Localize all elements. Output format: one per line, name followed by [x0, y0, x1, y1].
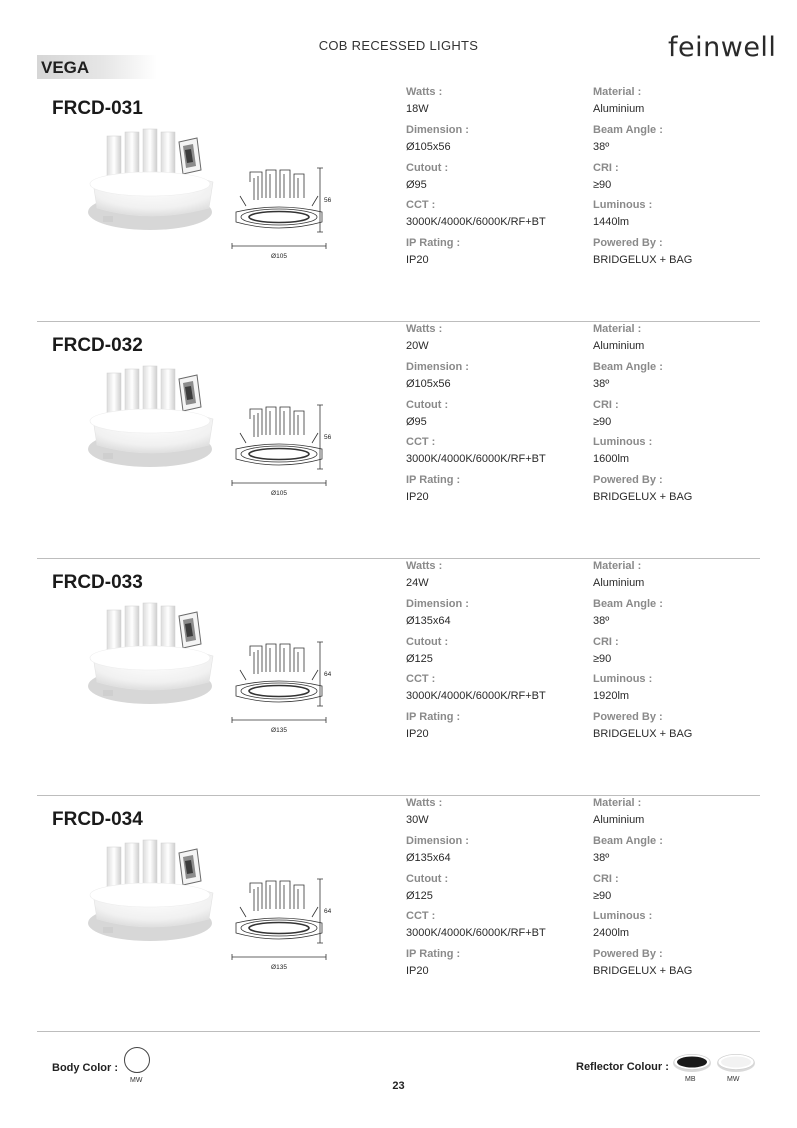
- spec-value: 1440lm: [593, 216, 630, 228]
- spec-label: IP Rating :: [406, 948, 461, 960]
- spec-value: Aluminium: [593, 340, 645, 352]
- spec-cri: [593, 399, 619, 428]
- spec-label: Powered By :: [593, 474, 663, 486]
- spec-label: Material :: [593, 323, 642, 335]
- spec-value: Ø105x56: [406, 141, 451, 153]
- spec-beam-angle: [593, 361, 663, 390]
- spec-label: Dimension :: [406, 598, 469, 610]
- spec-label: CRI :: [593, 162, 619, 174]
- reflector-swatch-mw: [716, 1052, 756, 1074]
- spec-cutout: [406, 873, 448, 902]
- spec-cri: [593, 873, 619, 902]
- spec-cutout: [406, 162, 448, 191]
- series-banner: [37, 55, 157, 79]
- product-section: [0, 321, 797, 558]
- spec-label: IP Rating :: [406, 711, 461, 723]
- spec-value: Aluminium: [593, 814, 645, 826]
- drawing-width-label: Ø135: [271, 964, 287, 971]
- spec-label: Beam Angle :: [593, 361, 663, 373]
- spec-label: Cutout :: [406, 873, 449, 885]
- spec-label: Watts :: [406, 560, 443, 572]
- spec-value: Ø125: [406, 653, 433, 665]
- spec-value: Ø95: [406, 416, 427, 428]
- spec-beam-angle: [593, 835, 663, 864]
- spec-label: Luminous :: [593, 436, 653, 448]
- spec-label: Beam Angle :: [593, 124, 663, 136]
- spec-value: BRIDGELUX + BAG: [593, 491, 693, 503]
- spec-value: Aluminium: [593, 103, 645, 115]
- spec-luminous: [593, 910, 652, 939]
- spec-watts: [406, 323, 442, 352]
- product-section: [0, 795, 797, 1032]
- spec-value: Ø105x56: [406, 378, 451, 390]
- spec-label: CRI :: [593, 873, 619, 885]
- reflector-colour-label: Reflector Colour :: [576, 1061, 669, 1073]
- spec-value: 3000K/4000K/6000K/RF+BT: [406, 927, 546, 939]
- spec-value: BRIDGELUX + BAG: [593, 728, 693, 740]
- spec-value: Ø135x64: [406, 615, 451, 627]
- spec-value: 1600lm: [593, 453, 630, 465]
- spec-value: IP20: [406, 254, 429, 266]
- technical-drawing: [222, 401, 337, 506]
- spec-value: 38º: [593, 141, 610, 153]
- spec-label: IP Rating :: [406, 474, 461, 486]
- drawing-height-label: 56: [324, 197, 332, 204]
- brand-logo: feinwell: [668, 32, 777, 63]
- spec-powered-by: [593, 948, 692, 977]
- section-divider: [37, 321, 760, 322]
- spec-label: Watts :: [406, 323, 443, 335]
- spec-label: CCT :: [406, 436, 436, 448]
- product-render-image: [85, 124, 235, 234]
- spec-label: CRI :: [593, 399, 619, 411]
- product-section: [0, 558, 797, 795]
- spec-value: 1920lm: [593, 690, 630, 702]
- spec-cct: [406, 673, 546, 702]
- spec-cutout: [406, 399, 448, 428]
- spec-label: CCT :: [406, 199, 436, 211]
- technical-drawing: [222, 875, 337, 980]
- spec-label: Watts :: [406, 797, 443, 809]
- spec-powered-by: [593, 711, 692, 740]
- drawing-height-label: 64: [324, 908, 332, 915]
- model-number: FRCD-032: [52, 335, 143, 356]
- body-color-swatch-mw: [124, 1047, 150, 1073]
- spec-dimension: [406, 835, 469, 864]
- spec-value: 3000K/4000K/6000K/RF+BT: [406, 216, 546, 228]
- spec-label: Beam Angle :: [593, 835, 663, 847]
- spec-watts: [406, 797, 442, 826]
- technical-drawing: [222, 638, 337, 743]
- spec-value: 3000K/4000K/6000K/RF+BT: [406, 453, 546, 465]
- spec-label: Material :: [593, 86, 642, 98]
- spec-label: IP Rating :: [406, 237, 461, 249]
- spec-label: CCT :: [406, 910, 436, 922]
- spec-cri: [593, 636, 619, 665]
- spec-ip-rating: [406, 948, 460, 977]
- spec-material: [593, 323, 644, 352]
- spec-cct: [406, 910, 546, 939]
- technical-drawing: [222, 164, 337, 269]
- spec-label: Dimension :: [406, 361, 469, 373]
- footer-divider: [37, 1031, 760, 1032]
- spec-material: [593, 560, 644, 589]
- spec-value: 20W: [406, 340, 429, 352]
- spec-cutout: [406, 636, 448, 665]
- page-category-title: COB RECESSED LIGHTS: [318, 38, 479, 53]
- spec-label: Cutout :: [406, 636, 449, 648]
- spec-luminous: [593, 436, 652, 465]
- spec-label: Powered By :: [593, 237, 663, 249]
- spec-label: CCT :: [406, 673, 436, 685]
- spec-beam-angle: [593, 124, 663, 153]
- spec-value: 38º: [593, 615, 610, 627]
- spec-ip-rating: [406, 474, 460, 503]
- body-color-label: Body Color :: [52, 1062, 118, 1074]
- product-render-image: [85, 361, 235, 471]
- spec-label: CRI :: [593, 636, 619, 648]
- spec-value: BRIDGELUX + BAG: [593, 254, 693, 266]
- spec-value: 3000K/4000K/6000K/RF+BT: [406, 690, 546, 702]
- spec-luminous: [593, 673, 652, 702]
- spec-value: Ø135x64: [406, 852, 451, 864]
- spec-luminous: [593, 199, 652, 228]
- spec-cri: [593, 162, 619, 191]
- spec-value: Ø95: [406, 179, 427, 191]
- spec-label: Material :: [593, 560, 642, 572]
- drawing-width-label: Ø135: [271, 727, 287, 734]
- spec-watts: [406, 86, 442, 115]
- reflector-swatch-mb: [672, 1052, 712, 1074]
- spec-dimension: [406, 124, 469, 153]
- model-number: FRCD-034: [52, 809, 143, 830]
- spec-value: Ø125: [406, 890, 433, 902]
- spec-material: [593, 86, 644, 115]
- spec-ip-rating: [406, 711, 460, 740]
- spec-beam-angle: [593, 598, 663, 627]
- spec-powered-by: [593, 237, 692, 266]
- drawing-height-label: 56: [324, 434, 332, 441]
- spec-watts: [406, 560, 442, 589]
- spec-label: Watts :: [406, 86, 443, 98]
- model-number: FRCD-031: [52, 98, 143, 119]
- spec-powered-by: [593, 474, 692, 503]
- spec-value: 18W: [406, 103, 429, 115]
- spec-ip-rating: [406, 237, 460, 266]
- spec-value: ≥90: [593, 179, 612, 191]
- section-divider: [37, 795, 760, 796]
- spec-label: Dimension :: [406, 124, 469, 136]
- spec-label: Powered By :: [593, 711, 663, 723]
- spec-value: 30W: [406, 814, 429, 826]
- drawing-height-label: 64: [324, 671, 332, 678]
- product-render-image: [85, 835, 235, 945]
- spec-cct: [406, 436, 546, 465]
- spec-value: 38º: [593, 852, 610, 864]
- spec-dimension: [406, 361, 469, 390]
- spec-value: IP20: [406, 728, 429, 740]
- spec-value: IP20: [406, 965, 429, 977]
- section-divider: [37, 558, 760, 559]
- body-color-swatch-caption: MW: [130, 1077, 143, 1084]
- spec-value: BRIDGELUX + BAG: [593, 965, 693, 977]
- spec-value: ≥90: [593, 416, 612, 428]
- reflector-swatch-caption: MB: [685, 1076, 696, 1083]
- spec-label: Cutout :: [406, 162, 449, 174]
- series-name: VEGA: [41, 58, 90, 77]
- page-number: 23: [392, 1080, 405, 1092]
- drawing-width-label: Ø105: [271, 490, 287, 497]
- spec-label: Beam Angle :: [593, 598, 663, 610]
- spec-label: Luminous :: [593, 673, 653, 685]
- spec-value: ≥90: [593, 653, 612, 665]
- spec-label: Material :: [593, 797, 642, 809]
- spec-label: Dimension :: [406, 835, 469, 847]
- model-number: FRCD-033: [52, 572, 143, 593]
- spec-value: Aluminium: [593, 577, 645, 589]
- spec-label: Luminous :: [593, 910, 653, 922]
- spec-material: [593, 797, 644, 826]
- product-render-image: [85, 598, 235, 708]
- spec-value: IP20: [406, 491, 429, 503]
- spec-label: Powered By :: [593, 948, 663, 960]
- spec-value: 38º: [593, 378, 610, 390]
- spec-label: Cutout :: [406, 399, 449, 411]
- spec-label: Luminous :: [593, 199, 653, 211]
- spec-dimension: [406, 598, 469, 627]
- reflector-swatch-caption: MW: [727, 1076, 740, 1083]
- spec-value: ≥90: [593, 890, 612, 902]
- drawing-width-label: Ø105: [271, 253, 287, 260]
- product-section: [0, 84, 797, 321]
- spec-value: 24W: [406, 577, 429, 589]
- spec-value: 2400lm: [593, 927, 630, 939]
- spec-cct: [406, 199, 546, 228]
